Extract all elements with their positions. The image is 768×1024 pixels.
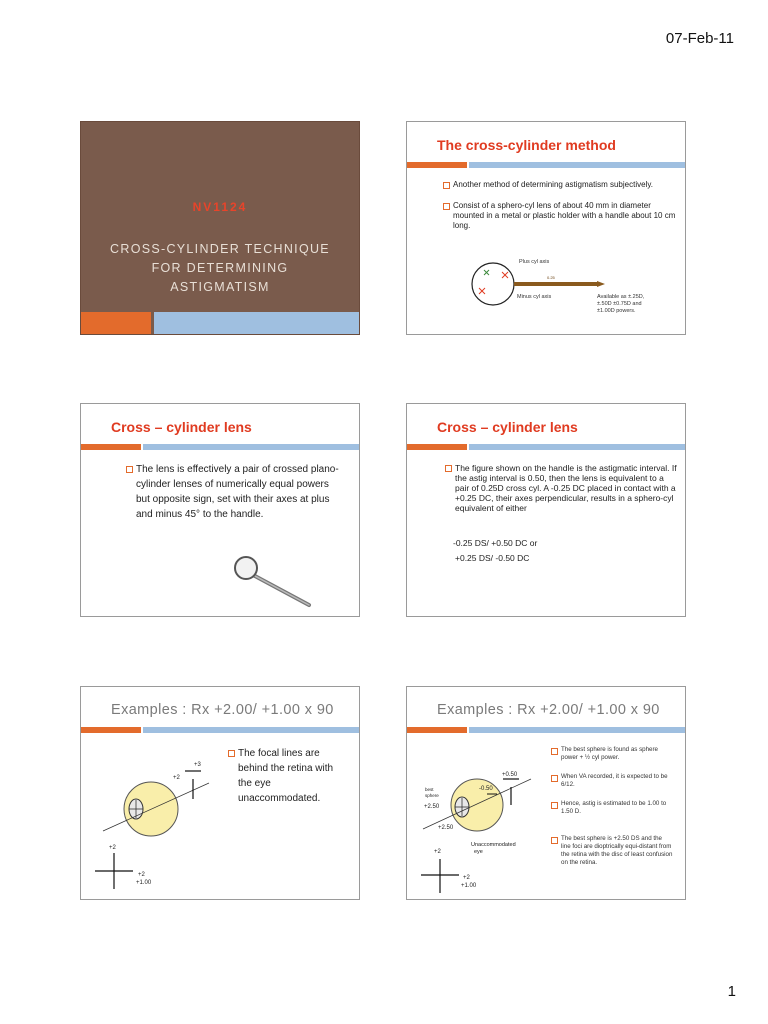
slide-example-1 (80, 686, 360, 900)
label-plus3: +3 (194, 762, 201, 768)
powers-line-3: ±1.00D powers. (597, 308, 636, 314)
cross-label-h1: +2 (138, 872, 145, 878)
accent-bar-blue (154, 312, 360, 335)
label-minus050: -0.50 (479, 786, 493, 792)
slide-cross-cylinder-lens-2 (406, 403, 686, 617)
bullet-text: When VA recorded, it is expected to be 6/12. (561, 773, 673, 789)
equivalent-line-1: -0.25 DS/ +0.50 DC or (453, 538, 538, 548)
handle-power-label: 0.25 (547, 275, 555, 280)
bullet-text: The figure shown on the handle is the astigmatic interval. If the astig interval is 0.50, then the lens is equivalent to a pair of 0.25D cross cyl. A -0.25 DC placed in contact with a +0.25 DC, their axes perpendicular, results in a sphero-cyl equivalent of either (455, 463, 679, 513)
label-eye: eye (474, 849, 483, 855)
bullet-text: Hence, astig is estimated to be 1.00 to 1.50 D. (561, 800, 673, 816)
slide-cross-cylinder-lens (80, 403, 360, 617)
slide-example-2 (406, 686, 686, 900)
page-number: 1 (727, 983, 736, 1000)
bullet-text: Consist of a sphero-cyl lens of about 40 mm in diameter mounted in a metal or plastic holder with a handle about 10 cm long. (453, 201, 676, 230)
equivalent-line-2: +0.25 DS/ -0.50 DC (455, 553, 530, 563)
magnifier-figure (81, 404, 360, 617)
plus-cyl-axis-label: Plus cyl axis (519, 259, 550, 265)
slide-title-text: Examples : Rx +2.00/ +1.00 x 90 (437, 702, 660, 718)
slide-title-text: Examples : Rx +2.00/ +1.00 x 90 (111, 702, 334, 718)
slide-title-text: The cross-cylinder method (437, 137, 616, 153)
bullet-text: Another method of determining astigmatism subjectively. (453, 180, 681, 190)
slide-title-text: Cross – cylinder lens (111, 419, 252, 435)
label-plus250b: +2.50 (438, 825, 454, 831)
cross-label-h2: +1.00 (136, 880, 152, 886)
slide-title (80, 121, 360, 335)
cross-label-h2: +1.00 (461, 883, 477, 889)
magnifier-lens (235, 557, 257, 579)
bullet-text: The best sphere is found as sphere power + ½ cyl power. (561, 746, 673, 762)
slide-cross-cylinder-method (406, 121, 686, 335)
header-bar-blue (469, 444, 686, 450)
label-plus250: +2.50 (424, 804, 440, 810)
bullet-text: The focal lines are behind the retina with the eye unaccommodated. (238, 746, 338, 806)
accent-bar-orange (81, 312, 151, 335)
bullet-text: The lens is effectively a pair of crossed plano-cylinder lenses of numerically equal powers but opposite sign, set with their axes at plus and minus 45° to the handle. (136, 462, 344, 522)
label-unaccommodated: Unaccommodated (471, 842, 516, 848)
course-code: NV1124 (192, 200, 248, 214)
powers-line-2: ±.50D ±0.75D and (597, 301, 642, 307)
eye-diagram (407, 687, 686, 900)
title-line-3: ASTIGMATISM (170, 280, 270, 294)
minus-cyl-axis-label: Minus cyl axis (517, 294, 552, 300)
cross-label-vertical: +2 (109, 845, 116, 851)
handle-tip (597, 281, 605, 287)
label-plus2: +2 (173, 775, 180, 781)
cross-label-vertical: +2 (434, 849, 441, 855)
label-best-2: sphere (425, 793, 439, 798)
title-line-2: FOR DETERMINING (151, 261, 289, 275)
powers-line-1: Available as ±.25D, (597, 294, 645, 300)
header-bar-orange (407, 444, 467, 450)
cross-label-h1: +2 (463, 875, 470, 881)
slide-title-text: Cross – cylinder lens (437, 419, 578, 435)
label-plus050: +0.50 (502, 772, 518, 778)
page-date: 07-Feb-11 (665, 30, 734, 47)
title-line-1: CROSS-CYLINDER TECHNIQUE (110, 242, 330, 256)
cross-cylinder-figure (407, 122, 686, 335)
lens-circle (472, 263, 514, 305)
bullet-text: The best sphere is +2.50 DS and the line foci are dioptrically equi-distant from the retina with the disc of least confusion on the retina. (561, 835, 673, 866)
label-best-1: best (425, 787, 434, 792)
eye-diagram (81, 687, 360, 900)
